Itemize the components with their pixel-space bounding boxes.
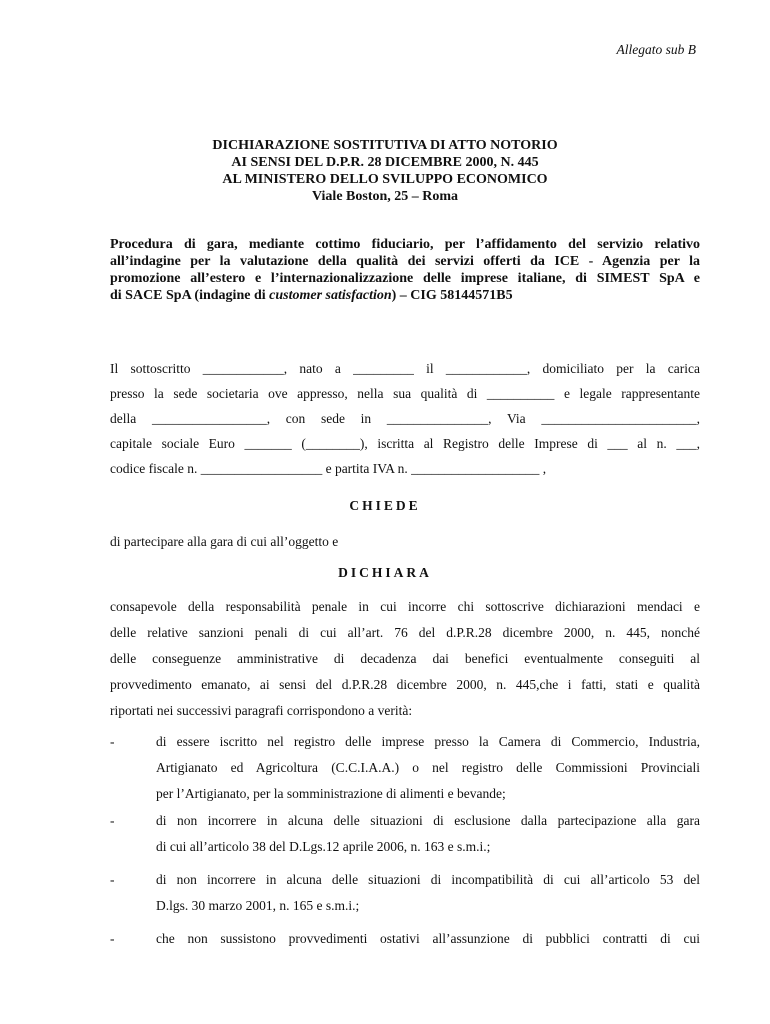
chiede-title: CHIEDE — [349, 498, 421, 513]
bullet-dash: - — [110, 734, 115, 749]
declarant-line: della _________________, con sede in _______________, Via _______________________, — [110, 411, 700, 426]
bullet-body — [156, 867, 700, 919]
bullet-dash: - — [110, 931, 115, 946]
bullet-line: di non incorrere in alcuna delle situazioni di incompatibilità di cui all’articolo 53 del — [156, 872, 700, 887]
declarant-line: capitale sociale Euro _______ (________), iscritta al Registro delle Imprese di ___ al n. ___, — [110, 436, 700, 451]
bullet-line: D.lgs. 30 marzo 2001, n. 165 e s.m.i.; — [156, 898, 360, 913]
bullet-line: di non incorrere in alcuna delle situazioni di esclusione dalla partecipazione alla gara — [156, 813, 700, 828]
heading-address: Viale Boston, 25 – Roma — [311, 189, 459, 204]
declarant-line: codice fiscale n. __________________ e partita IVA n. ___________________ , — [110, 461, 547, 476]
paragraph-line: consapevole della responsabilità penale in cui incorre chi sottoscrive dichiarazioni mendaci e — [110, 599, 700, 614]
heading-line: DICHIARAZIONE SOSTITUTIVA DI ATTO NOTORIO — [212, 138, 558, 153]
subject-line: all’indagine per la valutazione della qualità dei servizi offerti da ICE - Agenzia per la — [110, 254, 700, 269]
heading-line: AL MINISTERO DELLO SVILUPPO ECONOMICO — [222, 172, 548, 187]
subject-text: di SACE SpA (indagine di — [110, 288, 270, 303]
bullet-line: che non sussistono provvedimenti ostativi all’assunzione di pubblici contratti di cui — [156, 931, 700, 946]
bullet-line: di essere iscritto nel registro delle imprese presso la Camera di Commercio, Industria, — [156, 734, 700, 749]
declarant-line: Il sottoscritto ____________, nato a _________ il ____________, domiciliato per la carica — [110, 361, 700, 376]
paragraph-line: riportati nei successivi paragrafi corrispondono a verità: — [110, 703, 413, 718]
paragraph-line: delle conseguenze amministrative di decadenza dai benefici eventualmente conseguiti al — [110, 651, 700, 666]
subject-cig: ) – CIG 58144571B5 — [391, 288, 513, 303]
bullet-body — [156, 926, 700, 952]
dichiara-title: DICHIARA — [338, 565, 432, 580]
paragraph-line: delle relative sanzioni penali di cui all’art. 76 del d.P.R.28 dicembre 2000, n. 445, nonché — [110, 625, 700, 640]
subject-line — [110, 287, 700, 304]
bullet-body — [156, 729, 700, 807]
bullet-dash: - — [110, 813, 115, 828]
document-heading — [0, 137, 770, 205]
dichiara-paragraph — [110, 594, 700, 724]
allegato-label: Allegato sub B — [616, 42, 696, 57]
bullet-body — [156, 808, 700, 860]
heading-line: AI SENSI DEL D.P.R. 28 DICEMBRE 2000, N. 445 — [231, 155, 539, 170]
chiede-text: di partecipare alla gara di cui all’oggetto e — [110, 534, 339, 549]
subject-line: Procedura di gara, mediante cottimo fiduciario, per l’affidamento del servizio relativo — [110, 237, 700, 252]
subject-line: promozione all’estero e l’internazionalizzazione delle imprese italiane, di SIMEST SpA e — [110, 271, 700, 286]
declarant-details — [110, 356, 700, 481]
declarant-line: presso la sede societaria ove appresso, nella sua qualità di __________ e legale rappresentante — [110, 386, 700, 401]
procedure-subject — [110, 236, 700, 304]
bullet-line: per l’Artigianato, per la somministrazione di alimenti e bevande; — [156, 786, 506, 801]
bullet-line: Artigianato ed Agricoltura (C.C.I.A.A.) o nel registro delle Commissioni Provinciali — [156, 760, 700, 775]
paragraph-line: provvedimento emanato, ai sensi del d.P.R.28 dicembre 2000, n. 445,che i fatti, stati e qualità — [110, 677, 700, 692]
bullet-line: di cui all’articolo 38 del D.Lgs.12 aprile 2006, n. 163 e s.m.i.; — [156, 839, 491, 854]
bullet-dash: - — [110, 872, 115, 887]
subject-italic: customer satisfaction — [269, 288, 392, 303]
